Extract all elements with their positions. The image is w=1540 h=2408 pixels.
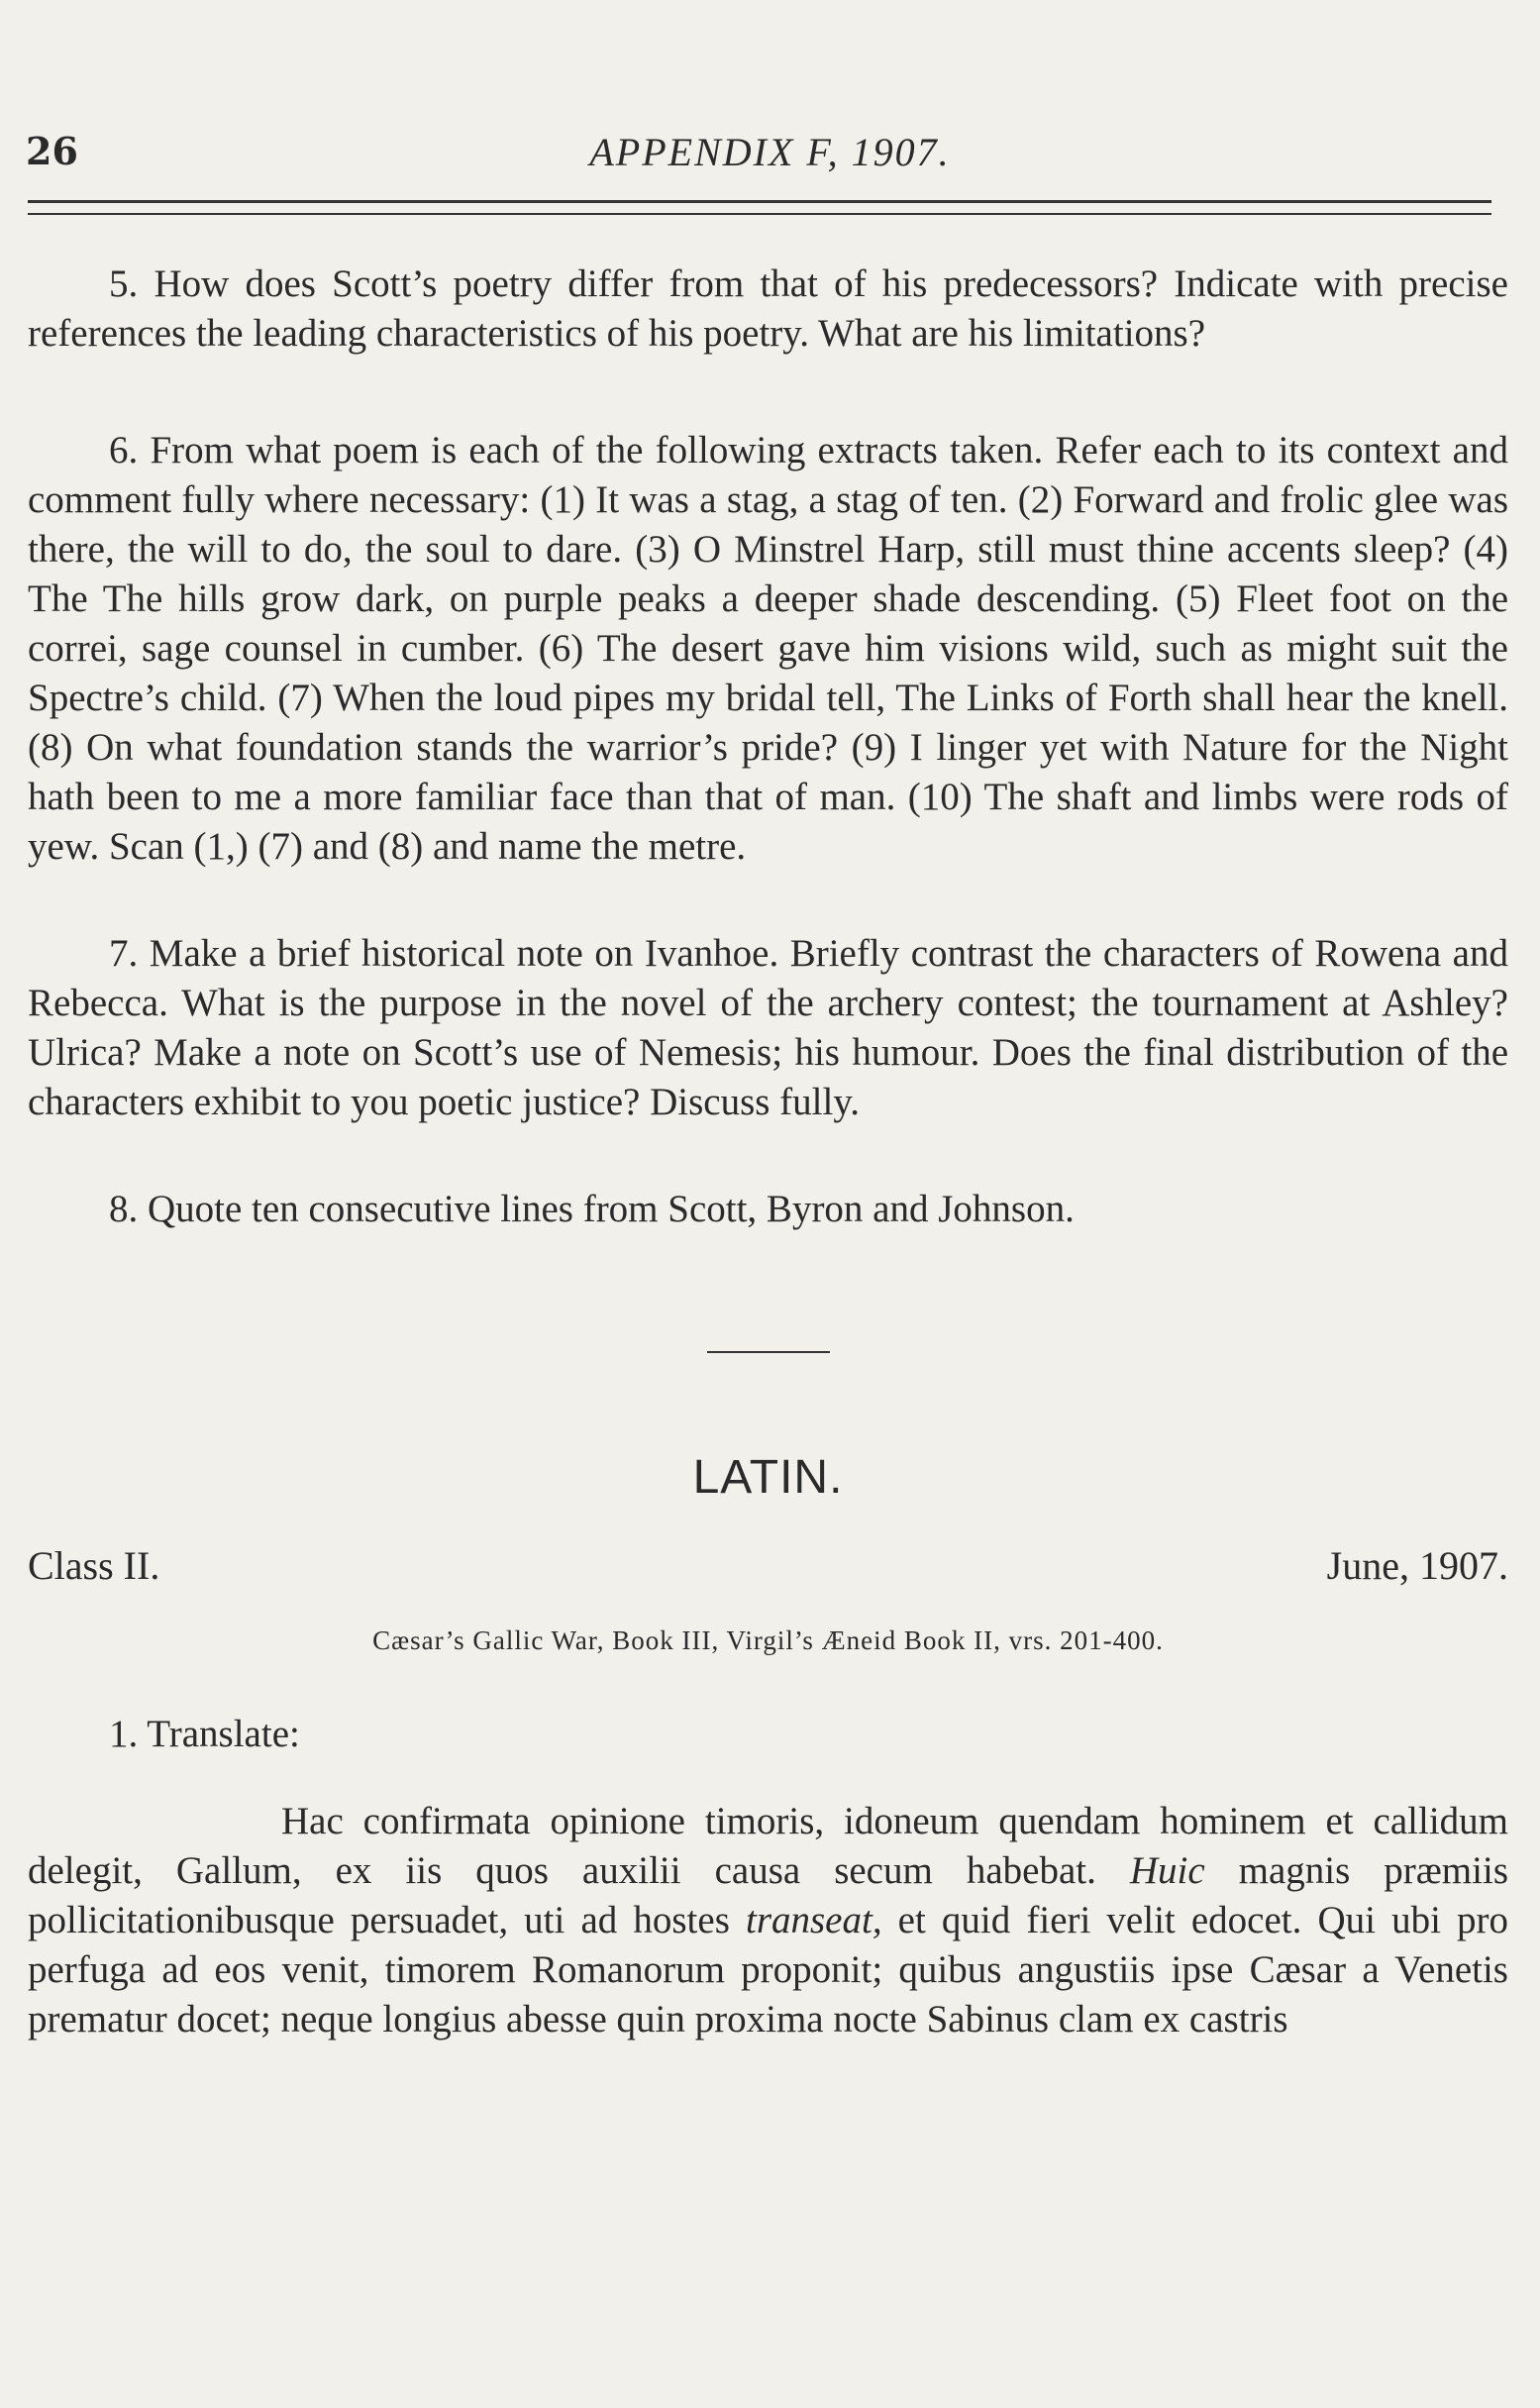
class-label: Class II. <box>28 1543 160 1588</box>
header-rule-bottom <box>28 213 1491 215</box>
passage-part-1: Hac confirmata opinione timoris, idoneum quendam hominem et callidum delegit, Gallum, ex iis quos auxilii causa secum habebat. <box>28 1800 1508 1892</box>
section-divider <box>707 1351 830 1353</box>
passage-part-2: magnis præmiis pollicitationibusque persuadet, uti ad hostes <box>28 1849 1508 1941</box>
question-8: 8. Quote ten consecutive lines from Scott, Byron and Johnson. <box>109 1188 1075 1230</box>
latin-question-1: 1. Translate: <box>109 1713 300 1755</box>
question-7: 7. Make a brief historical note on Ivanhoe. Briefly contrast the characters of Rowena and Rebecca. What is the purpose in the novel of the archery contest; the tournament at Ashley? Ulrica? Make a note on Scott’s use of Nemesis; his humour. Does the final distribution of the characters exhibit to you poetic justice? Discuss fully. <box>28 932 1508 1123</box>
exam-date: June, 1907. <box>1326 1543 1508 1588</box>
passage-italic-1: Huic <box>1129 1849 1205 1892</box>
running-title: APPENDIX F, 1907. <box>589 130 951 174</box>
header-rule-top <box>28 200 1491 203</box>
running-head <box>0 129 1540 188</box>
question-5: 5. How does Scott’s poetry differ from that of his predecessors? Indicate with precise references the leading characteristics of his poetry. What are his limitations? <box>28 262 1508 355</box>
texts-subtitle: Cæsar’s Gallic War, Book III, Virgil’s Æneid Book II, vrs. 201-400. <box>372 1625 1164 1655</box>
page-content <box>28 260 1508 2044</box>
question-6: 6. From what poem is each of the following extracts taken. Refer each to its context and comment fully where necessary: (1) It was a stag, a stag of ten. (2) Forward and frolic glee was there, the will to do, the soul to dare. (3) O Minstrel Harp, still must thine accents sleep? (4) The The hills grow dark, on purple peaks a deeper shade descending. (5) Fleet foot on the correi, sage counsel in cumber. (6) The desert gave him visions wild, such as might suit the Spectre’s child. (7) When the loud pipes my bridal tell, The Links of Forth shall hear the knell. (8) On what foundation stands the warrior’s pride? (9) I linger yet with Nature for the Night hath been to me a more familiar face than that of man. (10) The shaft and limbs were rods of yew. Scan (1,) (7) and (8) and name the metre. <box>28 429 1508 868</box>
latin-passage <box>28 1797 1508 2044</box>
class-date-row <box>28 1541 1508 1591</box>
page-number: 26 <box>26 129 78 173</box>
passage-italic-2: transeat, <box>745 1899 882 1941</box>
passage-part-3: et quid fieri velit edocet. Qui ubi pro perfuga ad eos venit, timorem Romanorum proponit; quibus angustiis ipse Cæsar a Venetis prematur docet; neque longius abesse quin proxima nocte Sabinus clam ex castris <box>28 1899 1509 2041</box>
section-title: LATIN. <box>692 1451 844 1504</box>
